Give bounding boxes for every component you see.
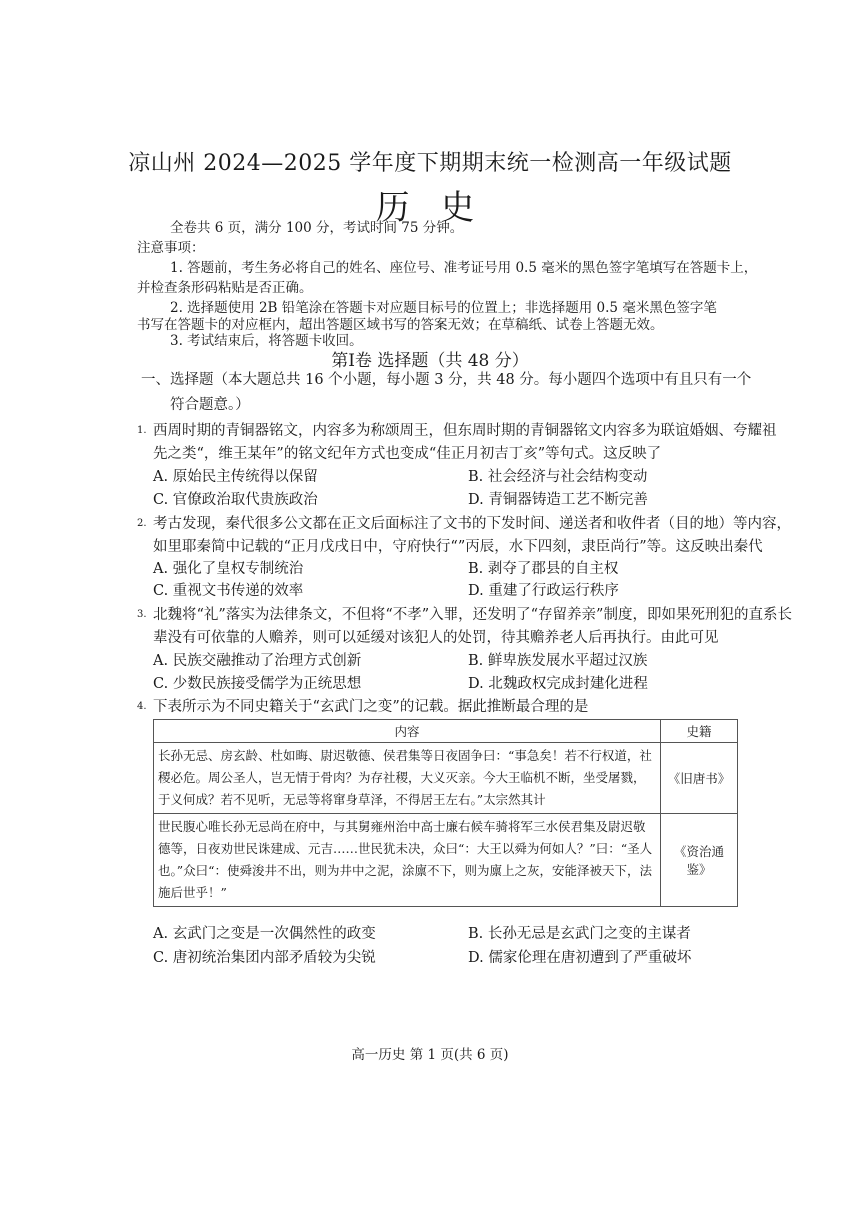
table-header-row [154, 720, 738, 743]
question-4-option-c: C. 唐初统治集团内部矛盾较为尖锐 [153, 950, 376, 966]
table-header-book: 史籍 [661, 720, 738, 743]
note-1a: 1. 答题前，考生务必将自己的姓名、座位号、准考证号用 0.5 毫米的黑色签字笔填写在答题卡上， [170, 260, 758, 276]
question-2-option-c: C. 重视文书传递的效率 [153, 583, 304, 599]
question-1-option-d: D. 青铜器铸造工艺不断完善 [468, 492, 648, 508]
table-row [154, 743, 738, 814]
note-3: 3. 考试结束后，将答题卡收回。 [170, 333, 363, 349]
question-1-line-2: 先之类“，维王某年”的铭文纪年方式也变成“佳正月初吉丁亥”等句式。这反映了 [153, 446, 662, 462]
question-3-line-2: 辈没有可依靠的人赡养，则可以延缓对该犯人的处罚，待其赡养老人后再执行。由此可见 [153, 630, 719, 646]
question-1-line-1: 西周时期的青铜器铭文，内容多为称颂周王，但东周时期的青铜器铭文内容多为联谊婚姻、夸耀祖 [153, 423, 777, 439]
table-row [154, 814, 738, 907]
question-4-option-b: B. 长孙无忌是玄武门之变的主谋者 [468, 926, 691, 942]
section-instructions-a: 一、选择题（本大题总共 16 个小题，每小题 3 分，共 48 分。每小题四个选项中有且只有一个 [141, 372, 752, 388]
question-3-option-a: A. 民族交融推动了治理方式创新 [153, 653, 362, 669]
question-3-line-1: 北魏将“礼”落实为法律条文，不但将“不孝”入罪，还发明了“存留养亲”制度，即如果死刑犯的直系长 [153, 607, 792, 623]
history-records-table [153, 719, 738, 907]
table-cell-book: 《资治通鉴》 [661, 814, 738, 907]
note-2a: 2. 选择题使用 2B 铅笔涂在答题卡对应题目标号的位置上；非选择题用 0.5 毫米黑色签字笔 [170, 300, 717, 316]
question-2-option-d: D. 重建了行政运行秩序 [468, 583, 619, 599]
notes-heading: 注意事项： [137, 240, 205, 256]
question-1-option-c: C. 官僚政治取代贵族政治 [153, 492, 318, 508]
exam-info: 全卷共 6 页，满分 100 分，考试时间 75 分钟。 [170, 220, 464, 236]
question-2-line-1: 考古发现，秦代很多公文都在正文后面标注了文书的下发时间、递送者和收件者（目的地）等内容， [153, 516, 791, 532]
page-footer: 高一历史 第 1 页(共 6 页) [351, 1047, 509, 1063]
table-cell-content: 长孙无忌、房玄龄、杜如晦、尉迟敬德、侯君集等日夜固争曰：“事急矣！若不行权道，社稷必危。周公圣人，岂无情于骨肉？为存社稷，大义灭亲。今大王临机不断，坐受屠戮，于义何成？若不见听，无忌等将窜身草泽，不得居王左右。”太宗然其计 [154, 743, 661, 814]
question-3-option-c: C. 少数民族接受儒学为正统思想 [153, 676, 362, 692]
question-4-line-1: 下表所示为不同史籍关于“玄武门之变”的记载。据此推断最合理的是 [153, 699, 589, 715]
question-4-option-d: D. 儒家伦理在唐初遭到了严重破坏 [468, 950, 692, 966]
question-1-option-b: B. 社会经济与社会结构变动 [468, 469, 648, 485]
question-2-line-2: 如里耶秦简中记载的“正月戊戌日中，守府快行“”丙辰，水下四刻，隶臣尚行”等。这反映出秦代 [153, 539, 763, 555]
question-3-option-b: B. 鲜卑族发展水平超过汉族 [468, 653, 648, 669]
question-number: 3. [137, 609, 147, 620]
question-number: 2. [137, 518, 147, 529]
section-instructions-b: 符合题意。） [170, 397, 250, 413]
subject-title: 历 史 [375, 188, 485, 228]
exam-title: 凉山州 2024—2025 学年度下期期末统一检测高一年级试题 [128, 151, 732, 176]
question-number: 4. [137, 701, 147, 712]
table-cell-content: 世民腹心唯长孙无忌尚在府中，与其舅雍州治中高士廉右候车骑将军三水侯君集及尉迟敬德等，日夜劝世民诛建成、元吉……世民犹未决，众曰“：大王以舜为何如人？”曰：“圣人也。”众曰“：使舜浚井不出，则为井中之泥，涂廪不下，则为廪上之灰，安能泽被天下，法施后世乎！” [154, 814, 661, 907]
table-header-content: 内容 [154, 720, 661, 743]
question-1-option-a: A. 原始民主传统得以保留 [153, 469, 318, 485]
note-1b: 并检查条形码粘贴是否正确。 [137, 280, 313, 296]
question-2-option-b: B. 剥夺了郡县的自主权 [468, 561, 619, 577]
question-2-option-a: A. 强化了皇权专制统治 [153, 561, 304, 577]
table-cell-book: 《旧唐书》 [661, 743, 738, 814]
question-number: 1. [137, 425, 147, 436]
question-4-option-a: A. 玄武门之变是一次偶然性的政变 [153, 926, 376, 942]
note-2b: 书写在答题卡的对应框内，超出答题区域书写的答案无效；在草稿纸、试卷上答题无效。 [137, 317, 664, 333]
question-3-option-d: D. 北魏政权完成封建化进程 [468, 676, 648, 692]
section-title: 第Ⅰ卷 选择题（共 48 分） [331, 351, 529, 371]
